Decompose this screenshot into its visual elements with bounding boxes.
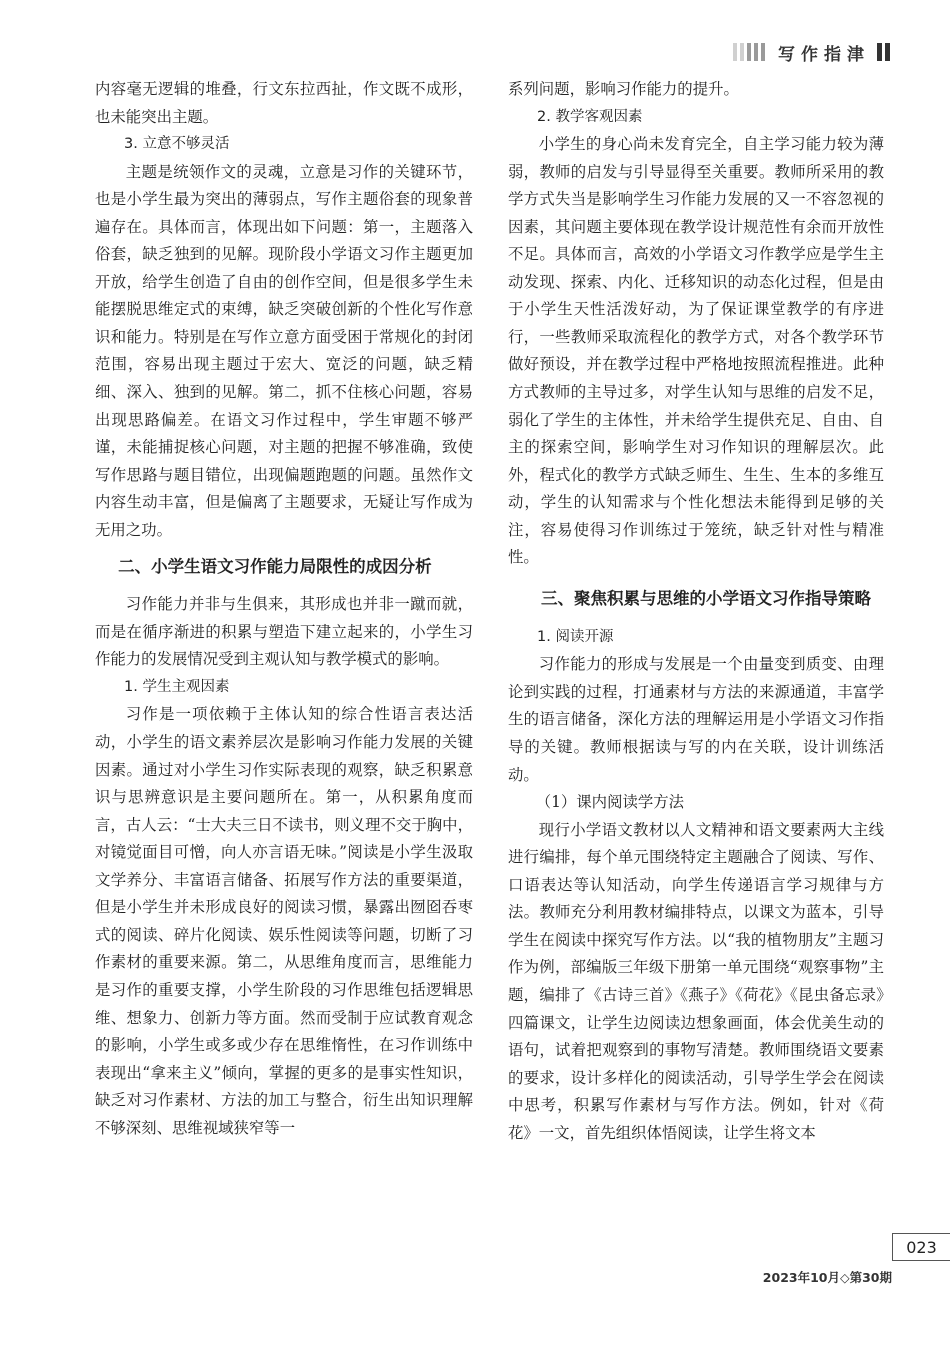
left-column (95, 76, 473, 1142)
issue-info: 2023年10月◇第30期 (762, 1270, 892, 1285)
paragraph-reading-source: 习作能力的形成与发展是一个由量变到质变、由理论到实践的过程，打通素材与方法的来源通道，丰富学生的语言储备，深化方法的理解运用是小学语文习作指导的关键。教师根据读与写的内在关联，设计训练活动。 (508, 655, 884, 784)
paragraph-subjective-factors: 习作是一项依赖于主体认知的综合性语言表达活动，小学生的语文素养层次是影响习作能力发展的关键因素。通过对小学生习作实际表现的观察，缺乏积累意识与思辨意识是主要问题所在。第一，从积累角度而言，古人云：“士大夫三日不读书，则义理不交于胸中，对镜觉面目可憎，向人亦言语无味。”阅读是小学生汲取文学养分、丰富语言储备、拓展写作方法的重要渠道，但是小学生并未形成良好的阅读习惯，暴露出囫囵吞枣式的阅读、碎片化阅读、娱乐性阅读等问题，切断了习作素材的重要来源。第二，从思维角度而言，思维能力是习作的重要支撑，小学生阶段的习作思维包括逻辑思维、想象力、创新力等方面。然而受制于应试教育观念的影响，小学生或多或少存在思维惰性，在习作训练中表现出“拿来主义”倾向，掌握的更多的是事实性知识，缺乏对习作素材、方法的加工与整合，衍生出知识理解不够深刻、思维视域狭窄等一 (95, 705, 473, 1137)
section-heading-strategies: 三、聚焦积累与思维的小学语文习作指导策略 (541, 588, 871, 608)
paragraph-causes-intro: 习作能力并非与生俱来，其形成也并非一蹴而就，而是在循序渐进的积累与塑造下建立起来的，小学生习作能力的发展情况受到主观认知与教学模式的影响。 (95, 595, 473, 669)
page-number: 023 (892, 1233, 950, 1261)
paragraph-continued: 内容毫无逻辑的堆叠，行文东拉西扯，作文既不成形，也未能突出主题。 (95, 80, 473, 126)
subheading-in-class-reading: （1）课内阅读学方法 (535, 793, 685, 812)
section-title: 写作指津 (778, 44, 870, 65)
header-stripes (733, 43, 768, 61)
running-header (733, 38, 890, 66)
paragraph-theme: 主题是统领作文的灵魂，立意是习作的关键环节，也是小学生最为突出的薄弱点，写作主题俗套的现象普遍存在。具体而言，体现出如下问题：第一，主题落入俗套，缺乏独到的见解。现阶段小学语文习作主题更加开放，给学生创造了自由的创作空间，但是很多学生未能摆脱思维定式的束缚，缺乏突破创新的个性化写作意识和能力。特别是在写作立意方面受困于常规化的封闭范围，容易出现主题过于宏大、宽泛的问题，缺乏精细、深入、独到的见解。第二，抓不住核心问题，容易出现思路偏差。在语文习作过程中，学生审题不够严谨，未能捕捉核心问题，对主题的把握不够准确，致使写作思路与题目错位，出现偏题跑题的问题。虽然作文内容生动丰富，但是偏离了主题要求，无疑让写作成为无用之功。 (95, 162, 473, 539)
subheading-subjective-factors: 1. 学生主观因素 (124, 678, 230, 695)
header-end-bars (874, 43, 890, 61)
paragraph-teaching-factors: 小学生的身心尚未发育完全，自主学习能力较为薄弱，教师的启发与引导显得至关重要。教师所采用的教学方式失当是影响学生习作能力发展的又一不容忽视的因素，其问题主要体现在教学设计规范性有余而开放性不足。具体而言，高效的小学语文习作教学应是学生主动发现、探索、内化、迁移知识的动态化过程，但是由于小学生天性活泼好动，为了保证课堂教学的有序进行，一些教师采取流程化的教学方式，对各个教学环节做好预设，并在教学过程中严格地按照流程推进。此种方式教师的主导过多，对学生认知与思维的启发不足，弱化了学生的主体性，并未给学生提供充足、自由、自主的探索空间，影响学生对习作知识的理解层次。此外，程式化的教学方式缺乏师生、生生、生本的多维互动，学生的认知需求与个性化想法未能得到足够的关注，容易使得习作训练过于笼统，缺乏针对性与精准性。 (508, 135, 884, 567)
paragraph-continued: 系列问题，影响习作能力的提升。 (508, 80, 739, 98)
subheading-reading-source: 1. 阅读开源 (537, 628, 614, 645)
paragraph-in-class-reading: 现行小学语文教材以人文精神和语文要素两大主线进行编排，每个单元围绕特定主题融合了阅读、写作、口语表达等认知活动，向学生传递语言学习规律与方法。教师充分利用教材编排特点，以课文为蓝本，引导学生在阅读中探究写作方法。以“我的植物朋友”主题习作为例，部编版三年级下册第一单元围绕“观察事物”主题，编排了《古诗三首》《燕子》《荷花》《昆虫备忘录》四篇课文，让学生边阅读边想象画面，体会优美生动的语句，试着把观察到的事物写清楚。教师围绕语文要素的要求，设计多样化的阅读活动，引导学生学会在阅读中思考，积累写作素材与写作方法。例如，针对《荷花》一文，首先组织体悟阅读，让学生将文本 (508, 820, 884, 1142)
subheading-inflexible-theme: 3. 立意不够灵活 (124, 136, 230, 153)
right-column (508, 76, 884, 1147)
section-heading-causes: 二、小学生语文习作能力局限性的成因分析 (118, 557, 432, 577)
subheading-teaching-factors: 2. 教学客观因素 (537, 108, 643, 125)
